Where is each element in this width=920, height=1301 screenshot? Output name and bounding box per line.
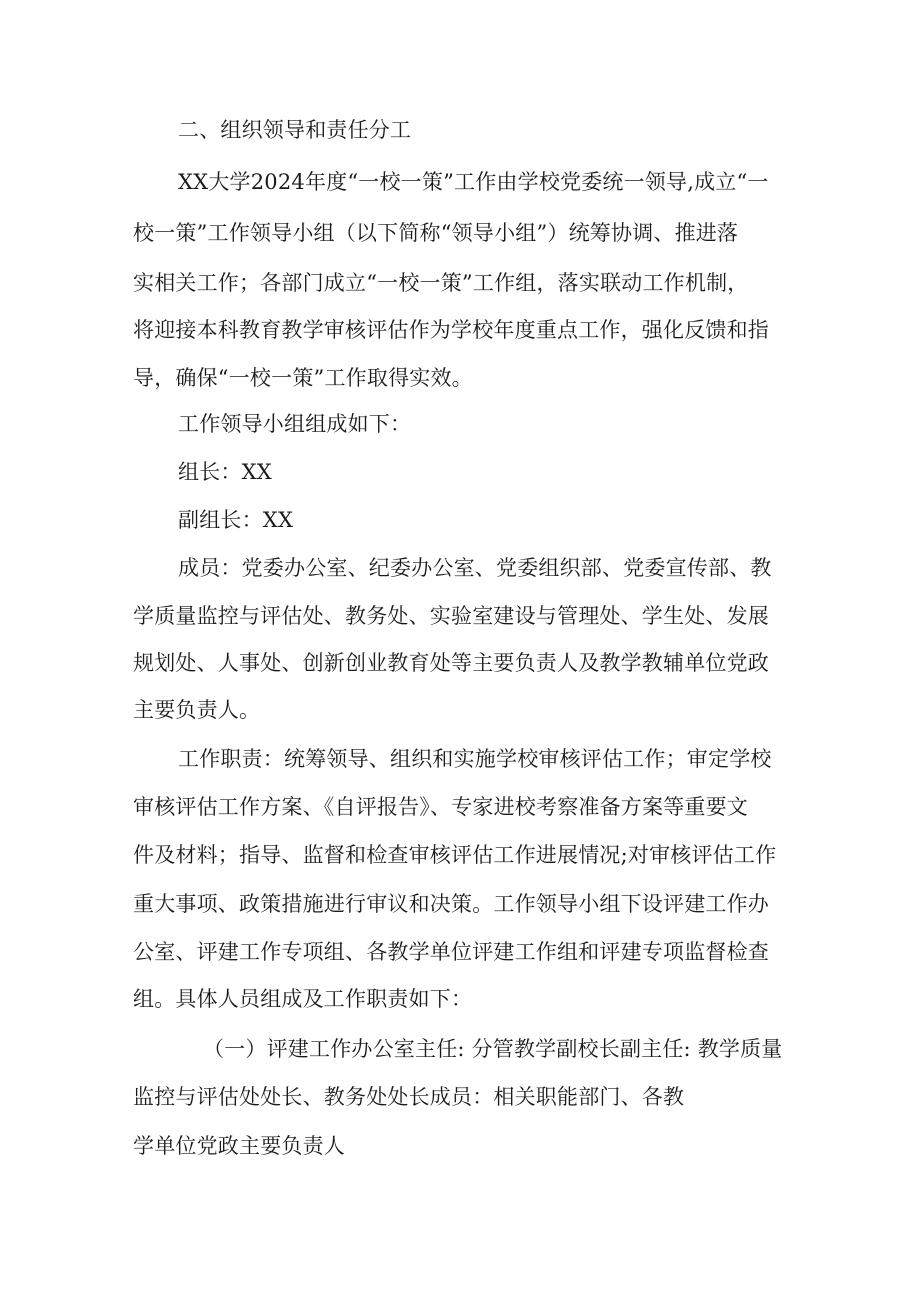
paragraph-line: 件及材料；指导、监督和检查审核评估工作进展情况;对审核评估工作: [133, 843, 777, 867]
paragraph-line: 审核评估工作方案、《自评报告》、专家进校考察准备方案等重要文: [133, 795, 748, 819]
paragraph-line: 成员：党委办公室、纪委办公室、党委组织部、党委宣传部、教: [178, 556, 772, 580]
paragraph-line: 规划处、人事处、创新创业教育处等主要负责人及教学教辅单位党政: [133, 651, 769, 675]
paragraph-line: XX大学2024年度“一校一策”工作由学校党委统一领导,成立“一: [178, 170, 769, 194]
paragraph-line: 学单位党政主要负责人: [133, 1134, 345, 1158]
paragraph-line: 工作职责：统筹领导、组织和实施学校审核评估工作；审定学校: [178, 747, 772, 771]
paragraph-line: 副组长：XX: [178, 508, 294, 532]
paragraph-line: 主要负责人。: [133, 698, 261, 722]
paragraph-line: 工作领导小组组成如下：: [178, 412, 412, 436]
paragraph-line: 组长：XX: [178, 460, 272, 484]
paragraph-line: 导，确保“一校一策”工作取得实效。: [133, 366, 473, 390]
paragraph-line: 监控与评估处处长、教务处处长成员：相关职能部门、各教: [133, 1085, 685, 1109]
paragraph-line: 学质量监控与评估处、教务处、实验室建设与管理处、学生处、发展: [133, 604, 769, 628]
paragraph-line: 校一策”工作领导小组（以下简称“领导小组”）统筹协调、推进落: [133, 221, 739, 245]
paragraph-line: （一）评建工作办公室主任: 分管教学副校长副主任: 教学质量: [203, 1037, 783, 1061]
paragraph-line: 实相关工作；各部门成立“一校一策”工作组，落实联动工作机制，: [133, 271, 749, 295]
paragraph-line: 将迎接本科教育教学审核评估作为学校年度重点工作，强化反馈和指: [133, 318, 769, 342]
paragraph-line: 公室、评建工作专项组、各教学单位评建工作组和评建专项监督检查: [133, 940, 769, 964]
section-heading: 二、组织领导和责任分工: [178, 118, 412, 142]
paragraph-line: 组。具体人员组成及工作职责如下：: [133, 987, 473, 1011]
paragraph-line: 重大事项、政策措施进行审议和决策。工作领导小组下设评建工作办: [133, 892, 769, 916]
